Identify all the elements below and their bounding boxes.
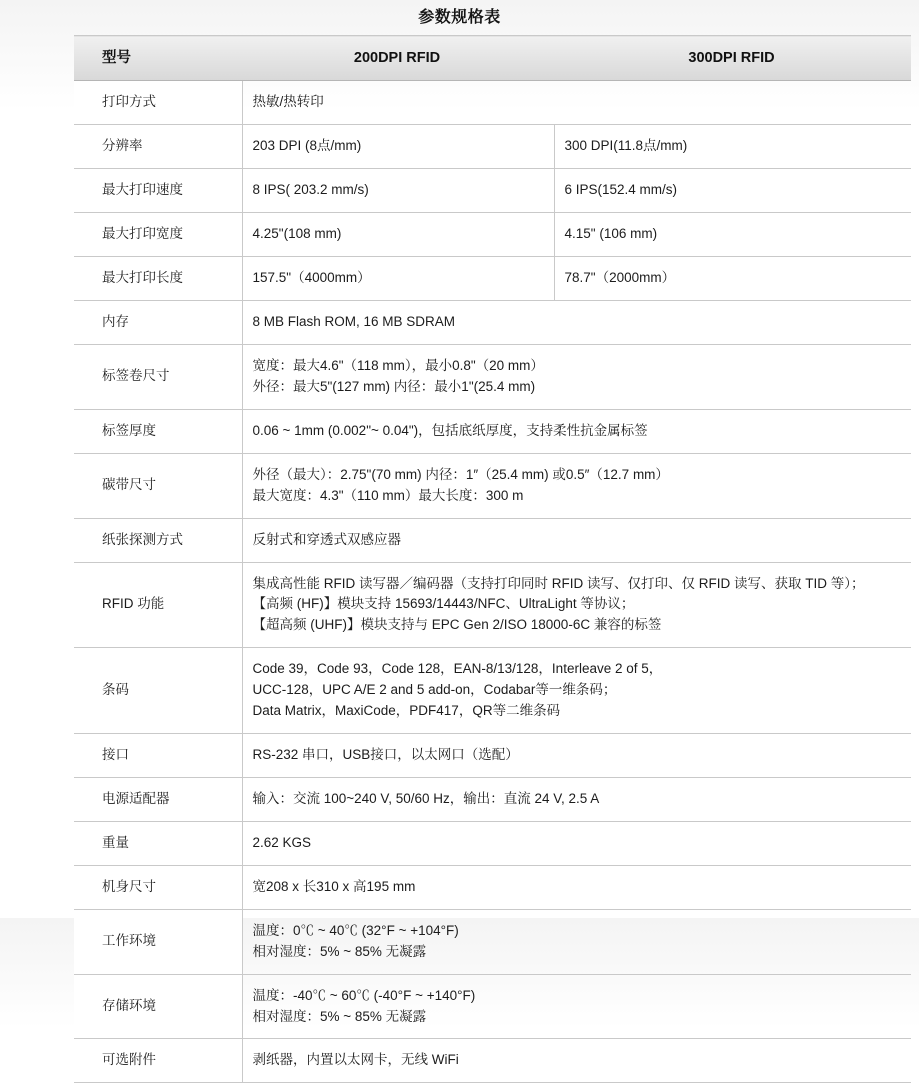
table-row: [74, 909, 911, 974]
row-value: [242, 821, 911, 865]
row-value-line: 温度：0℃ ~ 40℃ (32°F ~ +104°F): [252, 922, 459, 938]
row-label: 最大打印宽度: [74, 213, 242, 257]
row-value-200dpi: 157.5"（4000mm）: [242, 257, 554, 301]
row-label: 条码: [74, 648, 242, 734]
row-label: 内存: [74, 301, 242, 345]
row-value-line: 温度：-40℃ ~ 60℃ (-40°F ~ +140°F): [252, 987, 476, 1003]
row-value-line: 热敏/热转印: [252, 94, 324, 110]
row-label: 存储环境: [74, 974, 242, 1039]
row-label: 机身尺寸: [74, 865, 242, 909]
row-value: [242, 345, 911, 410]
row-value-300dpi: 6 IPS(152.4 mm/s): [554, 169, 911, 213]
row-value-line: 【超高频 (UHF)】模块支持与 EPC Gen 2/ISO 18000-6C 兼容的标签: [252, 617, 662, 633]
row-value: [242, 518, 911, 562]
row-value-line: 相对湿度：5% ~ 85% 无凝露: [252, 943, 427, 959]
specification-table: [74, 35, 911, 1083]
row-label: 接口: [74, 734, 242, 778]
row-value: [242, 777, 911, 821]
row-label: 碳带尺寸: [74, 453, 242, 518]
table-row: [74, 777, 911, 821]
row-value-line: RS-232 串口，USB接口，以太网口（选配）: [252, 747, 519, 763]
table-row: [74, 865, 911, 909]
row-value-line: Data Matrix，MaxiCode，PDF417，QR等二维条码: [252, 703, 561, 719]
row-label: 重量: [74, 821, 242, 865]
table-row: [74, 169, 911, 213]
row-value-300dpi: 300 DPI(11.8点/mm): [554, 125, 911, 169]
row-value-200dpi: 8 IPS( 203.2 mm/s): [242, 169, 554, 213]
table-row: [74, 734, 911, 778]
row-value-line: 宽208 x 长310 x 高195 mm: [252, 878, 416, 894]
row-value-line: 反射式和穿透式双感应器: [252, 531, 401, 547]
page-title: 参数规格表: [418, 9, 501, 26]
table-row: [74, 453, 911, 518]
table-header-row: [74, 36, 911, 81]
column-header-200dpi: 200DPI RFID: [242, 36, 554, 81]
row-label: RFID 功能: [74, 562, 242, 648]
row-label: 最大打印速度: [74, 169, 242, 213]
row-value-line: 相对湿度：5% ~ 85% 无凝露: [252, 1008, 427, 1024]
table-row: [74, 562, 911, 648]
table-row: [74, 821, 911, 865]
row-value: [242, 648, 911, 734]
table-row: [74, 1039, 911, 1083]
table-row: [74, 409, 911, 453]
row-value: [242, 409, 911, 453]
row-label: 工作环境: [74, 909, 242, 974]
row-label: 打印方式: [74, 81, 242, 125]
row-value-line: 宽度：最大4.6"（118 mm），最小0.8"（20 mm）: [252, 358, 544, 373]
row-value-300dpi: 78.7"（2000mm）: [554, 257, 911, 301]
row-value-line: 外径：最大5"(127 mm) 内径：最小1"(25.4 mm): [252, 378, 536, 394]
table-row: [74, 213, 911, 257]
column-header-model: 型号: [74, 36, 242, 81]
table-row: [74, 345, 911, 410]
row-label: 分辨率: [74, 125, 242, 169]
table-row: [74, 81, 911, 125]
column-header-300dpi: 300DPI RFID: [554, 36, 911, 81]
row-value: [242, 909, 911, 974]
row-label: 可选附件: [74, 1039, 242, 1083]
row-value-line: 8 MB Flash ROM, 16 MB SDRAM: [252, 314, 456, 330]
row-value: [242, 734, 911, 778]
table-row: [74, 125, 911, 169]
table-row: [74, 301, 911, 345]
table-row: [74, 257, 911, 301]
table-row: [74, 974, 911, 1039]
row-value-200dpi: 203 DPI (8点/mm): [242, 125, 554, 169]
row-value: [242, 81, 911, 125]
row-label: 标签厚度: [74, 409, 242, 453]
row-value: [242, 562, 911, 648]
row-value-line: 输入：交流 100~240 V, 50/60 Hz，输出：直流 24 V, 2.5 A: [252, 790, 600, 806]
row-value-line: 外径（最大）：2.75"(70 mm) 内径：1″（25.4 mm) 或0.5″（12.7 mm）: [252, 466, 669, 482]
row-value: [242, 453, 911, 518]
row-value: [242, 1039, 911, 1083]
row-label: 最大打印长度: [74, 257, 242, 301]
row-value-line: Code 39，Code 93，Code 128，EAN-8/13/128，Interleave 2 of 5，: [252, 661, 663, 677]
row-value-200dpi: 4.25"(108 mm): [242, 213, 554, 257]
row-value: [242, 865, 911, 909]
row-label: 标签卷尺寸: [74, 345, 242, 410]
row-value-line: 最大宽度：4.3"（110 mm）最大长度：300 m: [252, 487, 524, 503]
row-value-line: 2.62 KGS: [252, 834, 312, 850]
row-label: 电源适配器: [74, 777, 242, 821]
row-label: 纸张探测方式: [74, 518, 242, 562]
table-row: [74, 518, 911, 562]
row-value-line: 【高频 (HF)】模块支持 15693/14443/NFC、UltraLight 等协议；: [252, 596, 635, 612]
row-value-300dpi: 4.15" (106 mm): [554, 213, 911, 257]
row-value-line: 0.06 ~ 1mm (0.002"~ 0.04")，包括底纸厚度，支持柔性抗金属标签: [252, 422, 648, 438]
table-header: [74, 36, 911, 81]
row-value-line: 剥纸器，内置以太网卡，无线 WiFi: [252, 1052, 459, 1068]
row-value: [242, 974, 911, 1039]
row-value-line: 集成高性能 RFID 读写器／编码器（支持打印同时 RFID 读写、仅打印、仅 RFID 读写、获取 TID 等）；: [252, 575, 865, 591]
table-body: [74, 81, 911, 1083]
row-value: [242, 301, 911, 345]
table-row: [74, 648, 911, 734]
row-value-line: UCC-128，UPC A/E 2 and 5 add-on，Codabar等一维条码；: [252, 682, 617, 698]
